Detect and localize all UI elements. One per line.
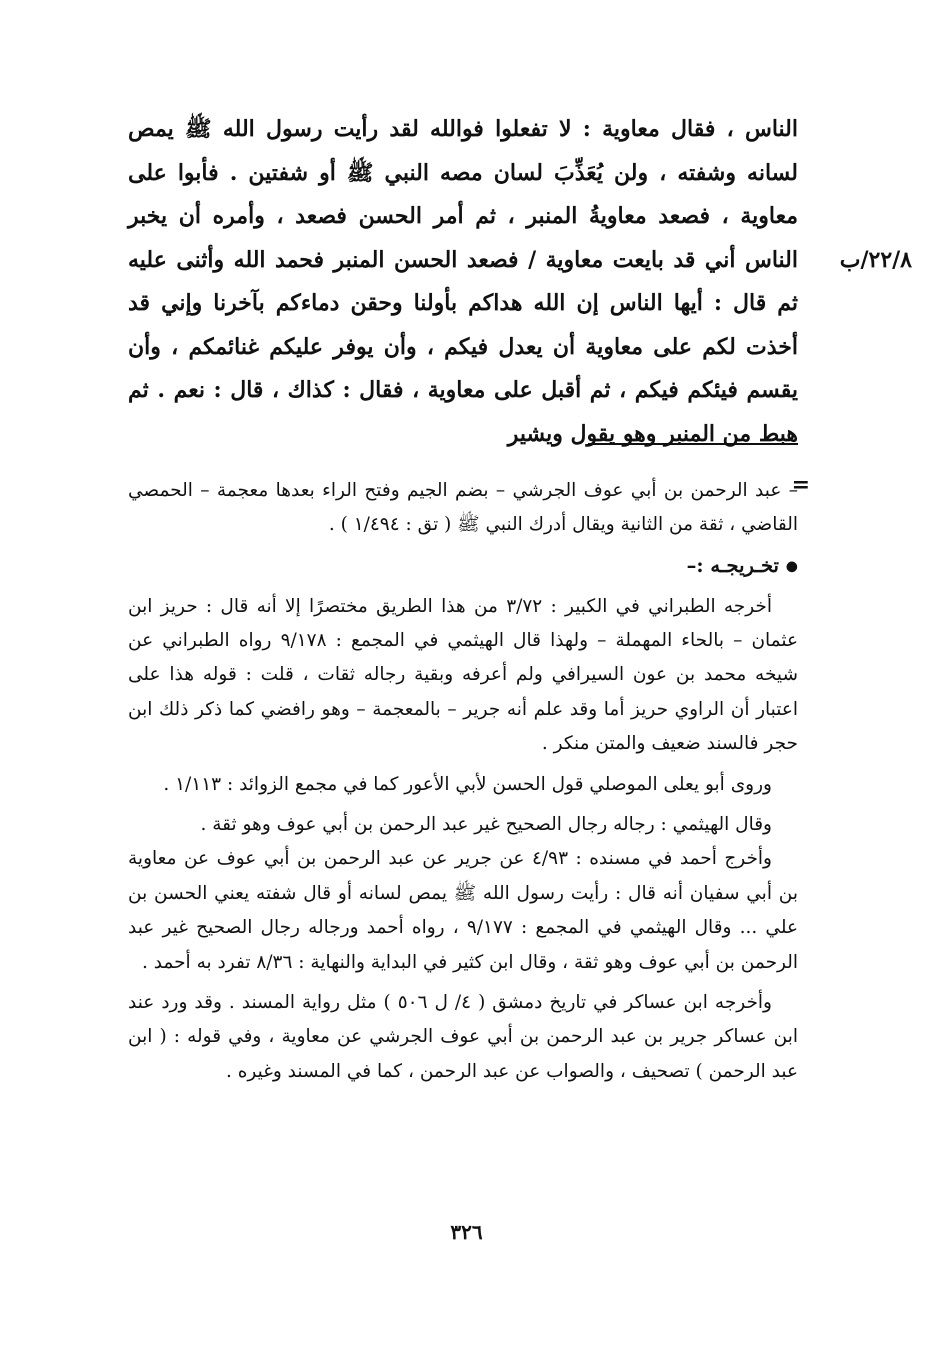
footnote-paragraph: وقال الهيثمي : رجاله رجال الصحيح غير عبد الرحمن بن أبي عوف وهو ثقة . bbox=[200, 813, 772, 835]
main-paragraph: الناس ، فقال معاوية : لا تفعلوا فوالله لقد رأيت رسول الله ﷺ يمص لسانه وشفته ، ولن يُعَذِّبَ لسان مصه النبي ﷺ أو شفتين . فأبوا على معاوية ، فصعد معاويةُ المنبر ، ثم أمر الحسن فصعد ، وأمره أن يخبر الناس أني قد بايعت معاوية / فصعد الحسن المنبر فحمد الله وأثنى عليه ثم قال : أيها الناس إن الله هداكم بأولنا وحقن دماءكم بآخرنا وإني قد أخذت لكم على معاوية أن يعدل فيكم ، وأن يوفر عليكم غنائمكم ، وأن يقسم فيئكم فيكم ، ثم أقبل على معاوية ، فقال : كذاك ، قال : نعم . ثم هبط من المنبر وهو يقول ويشير bbox=[128, 116, 798, 447]
takhrij-heading bbox=[128, 549, 798, 584]
margin-folio-reference: ٢٢/٨/ب bbox=[839, 247, 912, 273]
narrator-footnote: – عبد الرحمن بن أبي عوف الجرشي – بضم الجيم وفتح الراء بعدها معجمة – الحمصي القاضي ، ثقة من الثانية ويقال أدرك النبي ﷺ ( تق : ١/٤٩٤ ) . bbox=[128, 480, 798, 536]
footnote-paragraph: وأخرجه ابن عساكر في تاريخ دمشق ( ٤/ ل ٥٠٦ ) مثل رواية المسند . وقد ورد عند ابن عساكر جرير بن عبد الرحمن بن أبي عوف الجرشي عن معاوية ، وفي قوله : ( ابن عبد الرحمن ) تصحيف ، والصواب عن عبد الرحمن ، كما في المسند وغيره . bbox=[128, 991, 798, 1082]
footnotes bbox=[128, 474, 798, 1089]
takhrij-heading-text: تخـريجـه :– bbox=[686, 553, 779, 577]
main-body-text bbox=[128, 108, 798, 456]
bullet-icon: ● bbox=[785, 558, 798, 575]
footnote-paragraph: وأخرج أحمد في مسنده : ٤/٩٣ عن جرير عن عبد الرحمن بن أبي عوف عن معاوية بن أبي سفيان أنه قال : رأيت رسول الله ﷺ يمص لسانه أو قال شفته يعني الحسن بن علي ... وقال الهيثمي في المجمع : ٩/١٧٧ ، رواه أحمد ورجاله رجال الصحيح غير عبد الرحمن بن أبي عوف وهو ثقة ، وقال ابن كثير في البداية والنهاية : ٨/٣٦ تفرد به أحمد . bbox=[128, 848, 798, 973]
footnote-paragraph: وروى أبو يعلى الموصلي قول الحسن لأبي الأعور كما في مجمع الزوائد : ١/١١٣ . bbox=[163, 773, 772, 795]
footnote-separator bbox=[588, 443, 798, 445]
footnote-continuation-marker: = bbox=[791, 472, 810, 498]
page-number: ٣٢٦ bbox=[450, 1220, 483, 1244]
footnote-paragraph: أخرجه الطبراني في الكبير : ٣/٧٢ من هذا الطريق مختصرًا إلا أنه قال : حريز ابن عثمان – بالحاء المهملة – ولهذا قال الهيثمي في المجمع : ٩/١٧٨ رواه الطبراني عن شيخه محمد بن عون السيرافي ولم أعرفه وبقية رجاله ثقات ، قلت : قوله هذا على اعتبار أن الراوي حريز أما وقد علم أنه جرير – بالمعجمة – وهو رافضي كما ذكر ذلك ابن حجر فالسند ضعيف والمتن منكر . bbox=[128, 595, 798, 755]
